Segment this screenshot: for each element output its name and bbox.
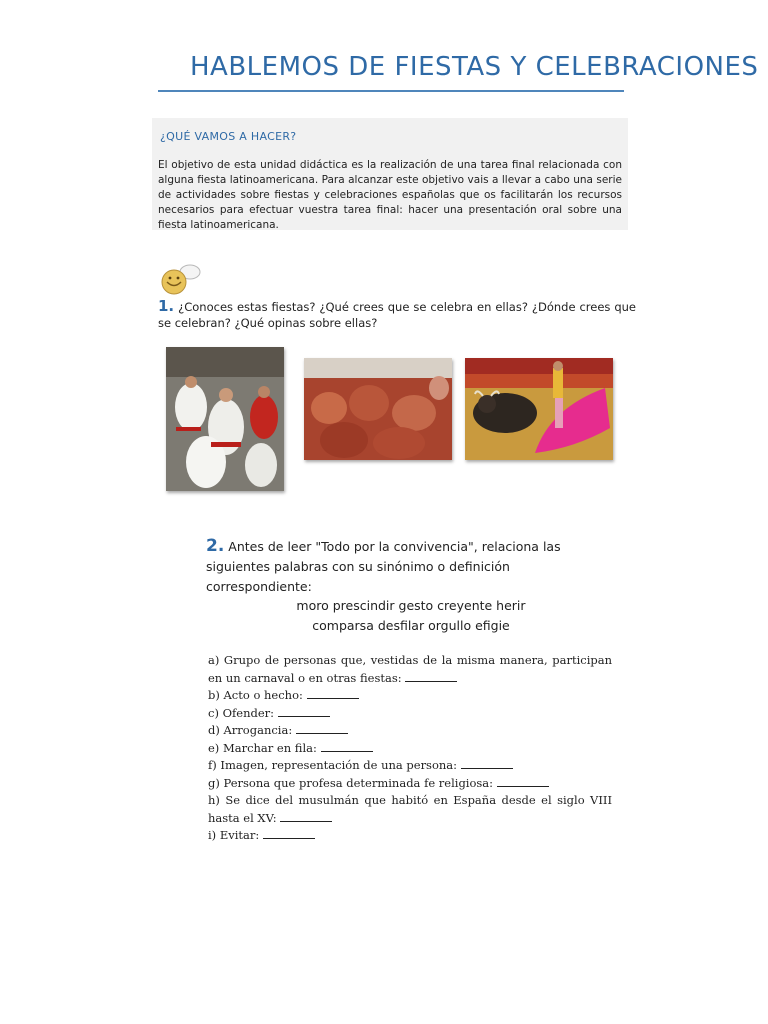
answer-blank[interactable] — [461, 758, 513, 769]
definition-item-g: g) Persona que profesa determinada fe religiosa: — [208, 775, 612, 793]
answer-blank[interactable] — [278, 706, 330, 717]
definition-item-d: d) Arrogancia: — [208, 722, 612, 740]
definition-item-f: f) Imagen, representación de una persona: — [208, 757, 612, 775]
question-1 — [158, 298, 636, 331]
question-1-text: ¿Conoces estas fiestas? ¿Qué crees que se celebra en ellas? ¿Dónde crees que se celebran? ¿Qué opinas sobre ellas? — [158, 300, 636, 330]
answer-blank[interactable] — [497, 776, 549, 787]
intro-text: El objetivo de esta unidad didáctica es la realización de una tarea final relacionada con alguna fiesta latinoamericana. Para alcanzar este objetivo vais a llevar a cabo una serie de actividades sobre fiestas y celebraciones españolas que os facilitarán los recursos necesarios para efectuar vuestra tarea final: hacer una presentación oral sobre una fiesta latinoamericana. — [158, 159, 622, 231]
question-1-number: 1. — [158, 297, 175, 315]
running-of-the-bulls-photo — [166, 347, 284, 491]
bullfight-photo — [465, 358, 613, 460]
title-divider — [158, 90, 624, 92]
definition-item-b: b) Acto o hecho: — [208, 687, 612, 705]
word-bank — [206, 596, 616, 636]
definition-item-a: a) Grupo de personas que, vestidas de la misma manera, participan en un carnaval o en otras fiestas: — [208, 653, 612, 685]
question-2 — [206, 536, 616, 597]
question-2-number: 2. — [206, 536, 225, 556]
intro-heading: ¿QUÉ VAMOS A HACER? — [160, 130, 297, 143]
question-2-text: Antes de leer "Todo por la convivencia", relaciona las siguientes palabras con su sinónimo o definición correspondiente: — [206, 539, 561, 594]
word-bank-line-2: comparsa desfilar orgullo efigie — [312, 618, 510, 633]
word-bank-line-1: moro prescindir gesto creyente herir — [296, 598, 526, 613]
answer-blank[interactable] — [263, 828, 315, 839]
page-title: HABLEMOS DE FIESTAS Y CELEBRACIONES — [190, 52, 759, 82]
definition-list — [208, 652, 612, 845]
speech-bubble-icon — [158, 262, 202, 296]
definition-item-h: h) Se dice del musulmán que habitó en España desde el siglo VIII hasta el XV: — [208, 793, 612, 825]
answer-blank[interactable] — [307, 688, 359, 699]
definition-item-e: e) Marchar en fila: — [208, 740, 612, 758]
answer-blank[interactable] — [405, 671, 457, 682]
answer-blank[interactable] — [321, 741, 373, 752]
definition-item-c: c) Ofender: — [208, 705, 612, 723]
intro-box — [152, 118, 628, 230]
answer-blank[interactable] — [296, 723, 348, 734]
tomatina-photo — [304, 358, 452, 460]
answer-blank[interactable] — [280, 811, 332, 822]
definition-item-i: i) Evitar: — [208, 827, 612, 845]
